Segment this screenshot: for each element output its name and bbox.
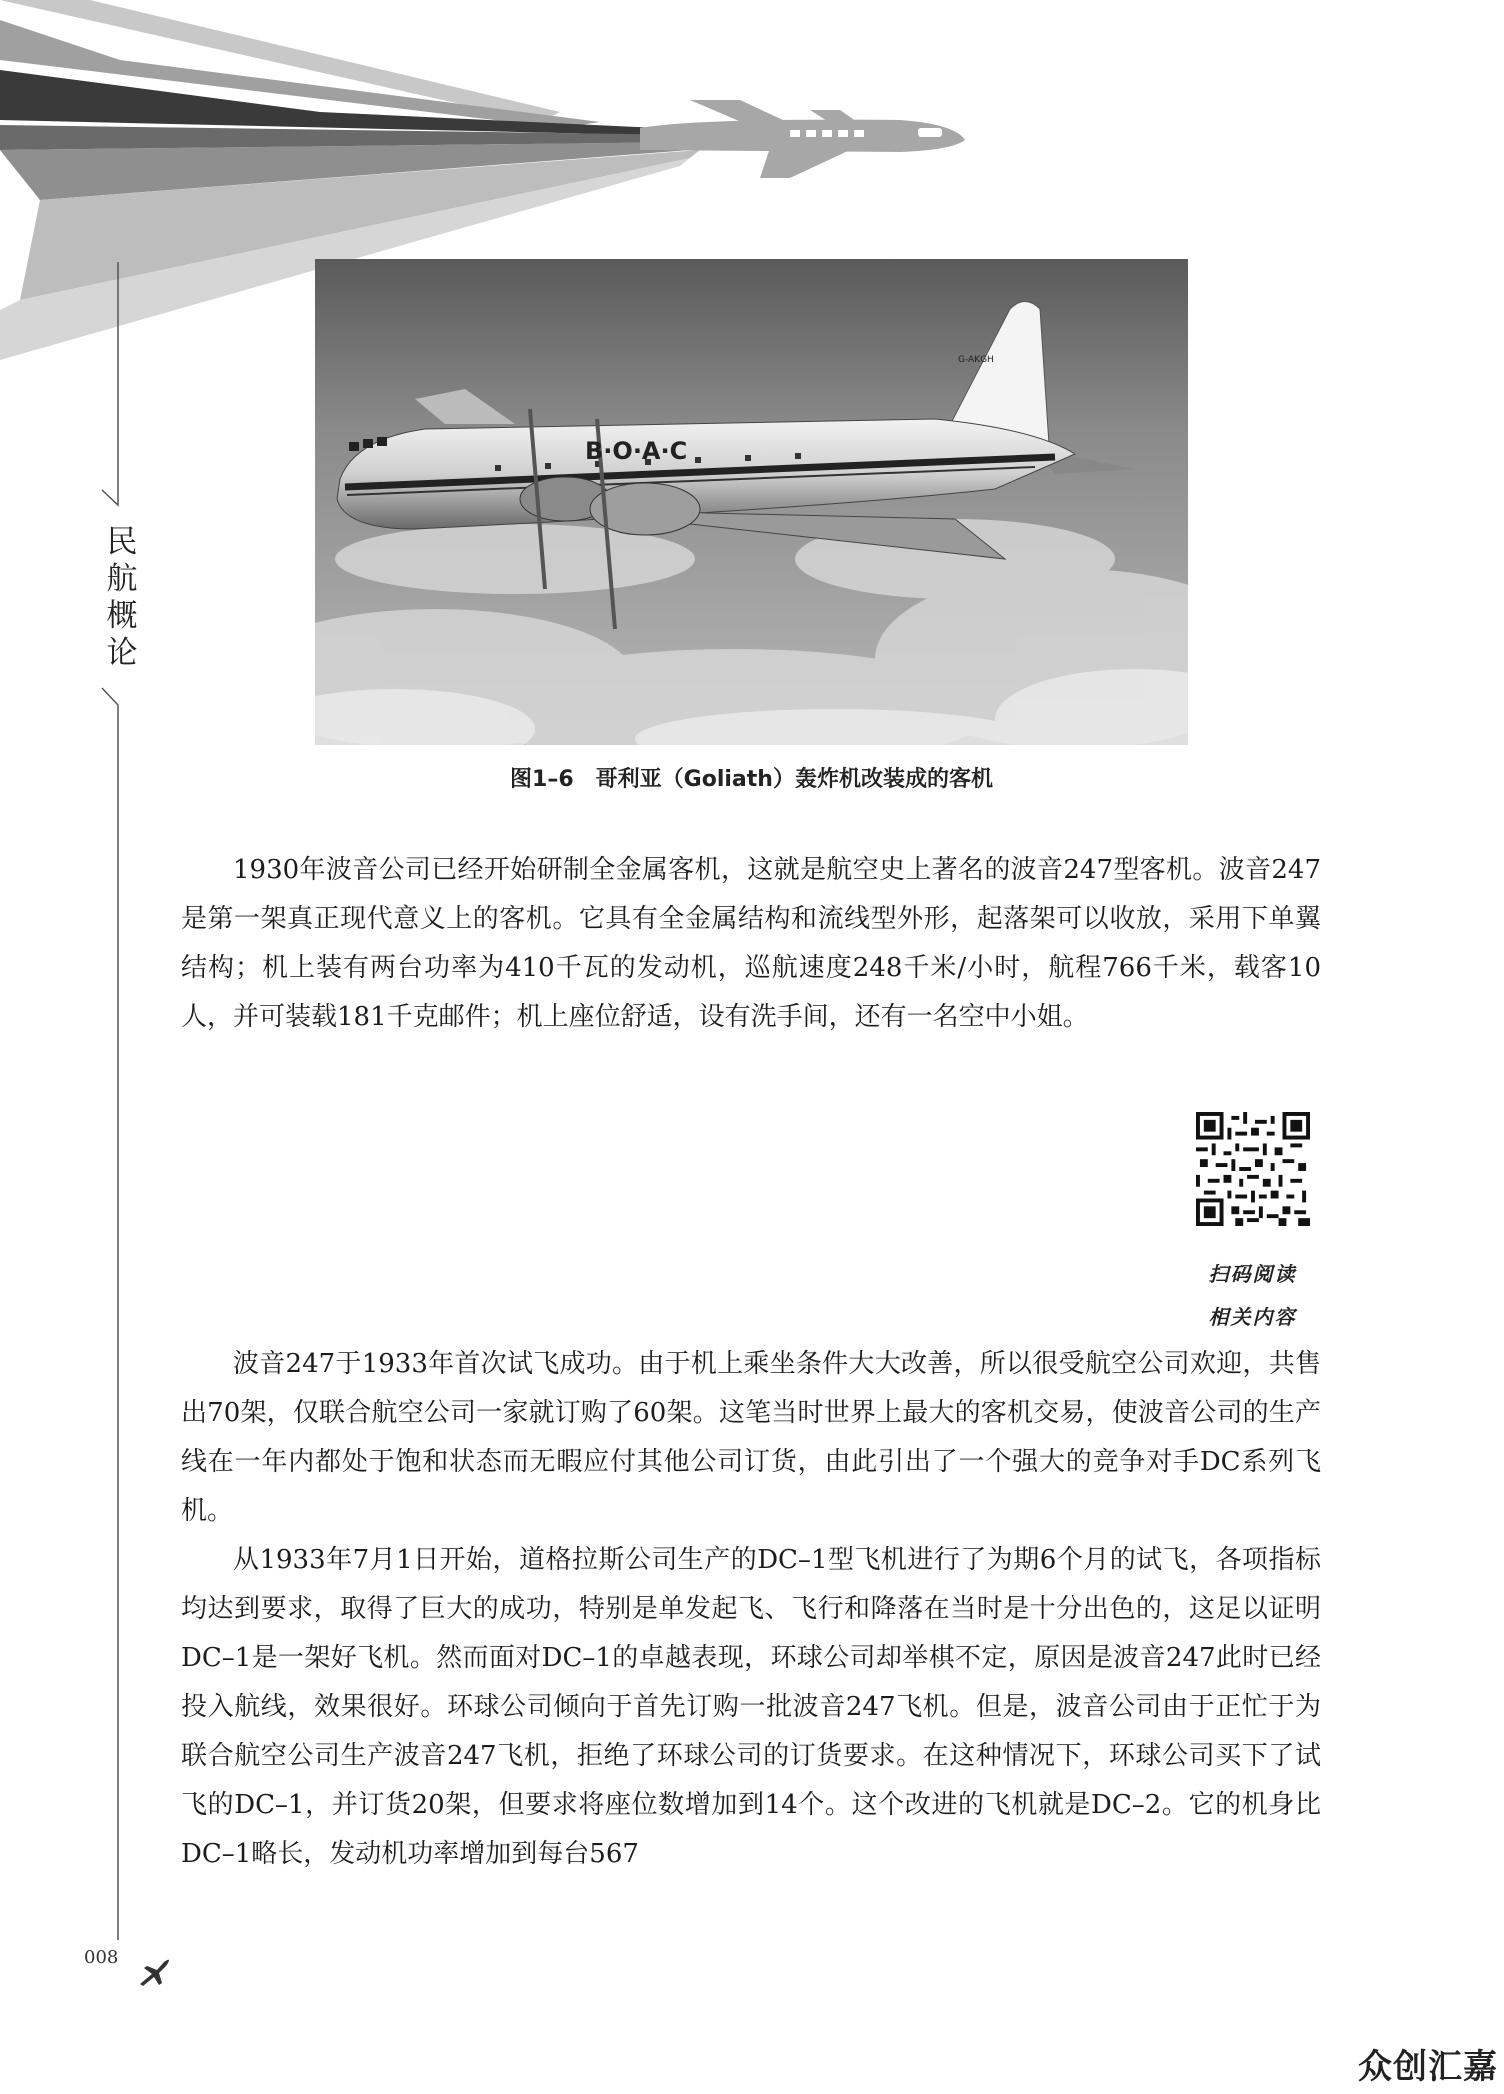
paragraph: 1930年波音公司已经开始研制全金属客机，这就是航空史上著名的波音247型客机。波音247是第一架真正现代意义上的客机。它具有全金属结构和流线型外形，起落架可以收放，采用下单翼结构；机上装有两台功率为410千瓦的发动机，巡航速度248千米/小时，航程766千米，载客10人，并可装载181千克邮件；机上座位舒适，设有洗手间，还有一名空中小姐。	[181, 855, 1321, 1032]
page-number: 008	[84, 1947, 119, 1968]
plane-graphic	[640, 100, 965, 178]
book-title	[100, 524, 144, 672]
fuselage-text: B·O·A·C	[585, 437, 688, 465]
paragraph: 波音247于1933年首次试飞成功。由于机上乘坐条件大大改善，所以很受航空公司欢迎，共售出70架，仅联合航空公司一家就订购了60架。这笔当时世界上最大的客机交易，使波音公司的生产线在一年内都处于饱和状态而无暇应付其他公司订货，由此引出了一个强大的竞争对手DC系列飞机。	[181, 1349, 1321, 1526]
book-title-char: 概	[106, 598, 138, 634]
paragraph: 从1933年7月1日开始，道格拉斯公司生产的DC–1型飞机进行了为期6个月的试飞，各项指标均达到要求，取得了巨大的成功，特别是单发起飞、飞行和降落在当时是十分出色的，这足以证明DC–1是一架好飞机。然而面对DC–1的卓越表现，环球公司却举棋不定，原因是波音247此时已经投入航线，效果很好。环球公司倾向于首先订购一批波音247飞机。但是，波音公司由于正忙于为联合航空公司生产波音247飞机，拒绝了环球公司的订货要求。在这种情况下，环球公司买下了试飞的DC–1，并订货20架，但要求将座位数增加到14个。这个改进的飞机就是DC–2。它的机身比DC–1略长，发动机功率增加到每台567	[181, 1545, 1321, 1869]
watermark: 众创汇嘉	[1358, 2047, 1498, 2087]
paragraph-block-1	[181, 846, 1321, 1042]
qr-label-line1: 扫码阅读	[1208, 1262, 1297, 1286]
caption-number: 图1–6	[510, 767, 574, 792]
margin-line	[0, 0, 180, 2000]
book-title-char: 民	[106, 524, 138, 560]
figure-photo	[315, 259, 1188, 745]
qr-label-line2: 相关内容	[1208, 1305, 1297, 1329]
figure-caption	[315, 762, 1188, 793]
book-title-char: 航	[106, 561, 138, 597]
paragraph-block-2	[181, 1340, 1321, 1879]
qr-code[interactable]	[1196, 1112, 1310, 1226]
caption-text: 哥利亚（Goliath）轰炸机改装成的客机	[595, 767, 993, 792]
airplane-icon	[138, 1958, 170, 1988]
book-title-char: 论	[106, 635, 138, 671]
registration-text: G-AKGH	[958, 355, 994, 365]
